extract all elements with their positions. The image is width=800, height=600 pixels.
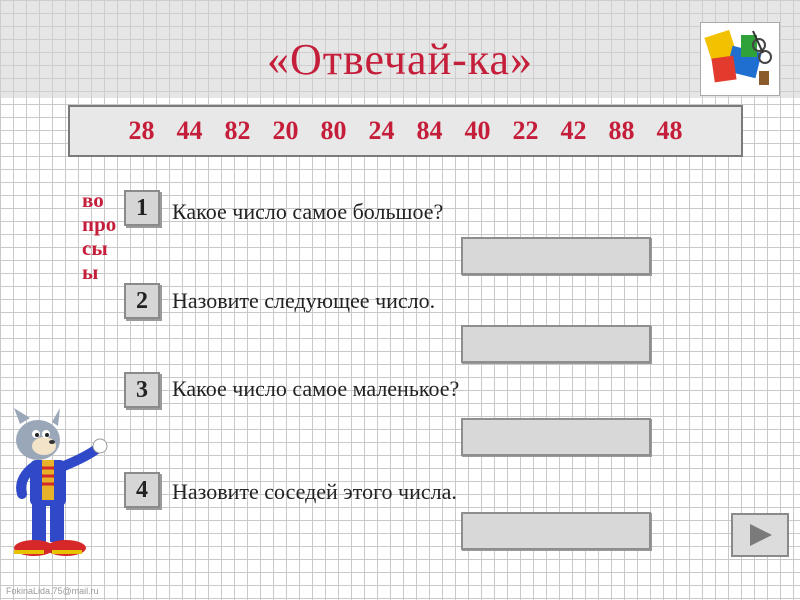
number-item: 84: [416, 116, 443, 145]
play-triangle-icon: [746, 522, 774, 548]
number-item: 44: [176, 116, 203, 145]
side-label-line: сы: [82, 236, 108, 260]
numbers-row: [68, 105, 743, 157]
number-item: 88: [608, 116, 635, 145]
question-2-text: Назовите следующее число.: [172, 288, 436, 313]
question-3-text: Какое число самое маленькое?: [172, 376, 460, 401]
answer-2-box[interactable]: [461, 325, 651, 363]
question-1-button[interactable]: 1: [124, 190, 160, 226]
number-item: 24: [368, 116, 395, 145]
cartoon-cat-mascot: [8, 408, 120, 563]
next-slide-button[interactable]: [731, 513, 789, 557]
number-item: 22: [512, 116, 539, 145]
author-email: FokinaLida.75@mail.ru: [6, 586, 99, 596]
number-item: 80: [320, 116, 347, 145]
answer-1-box[interactable]: [461, 237, 651, 275]
answer-3-box[interactable]: [461, 418, 651, 456]
side-label-line: во: [82, 188, 104, 212]
number-item: 28: [128, 116, 155, 145]
answer-4-box[interactable]: [461, 512, 651, 550]
question-3-button[interactable]: 3: [124, 372, 160, 408]
question-4-text: Назовите соседей этого числа.: [172, 479, 457, 504]
art-supplies-icon: [700, 22, 780, 96]
number-item: 20: [272, 116, 299, 145]
question-2-button[interactable]: 2: [124, 283, 160, 319]
number-item: 40: [464, 116, 491, 145]
side-label-line: про: [82, 212, 117, 236]
number-item: 42: [560, 116, 587, 145]
questions-side-label: [82, 188, 122, 284]
question-1-text: Какое число самое большое?: [172, 199, 444, 224]
page-title: «Отвечай-ка»: [266, 35, 534, 84]
side-label-line: ы: [82, 260, 99, 284]
number-item: 48: [656, 116, 683, 145]
question-4-button[interactable]: 4: [124, 472, 160, 508]
number-item: 82: [224, 116, 251, 145]
